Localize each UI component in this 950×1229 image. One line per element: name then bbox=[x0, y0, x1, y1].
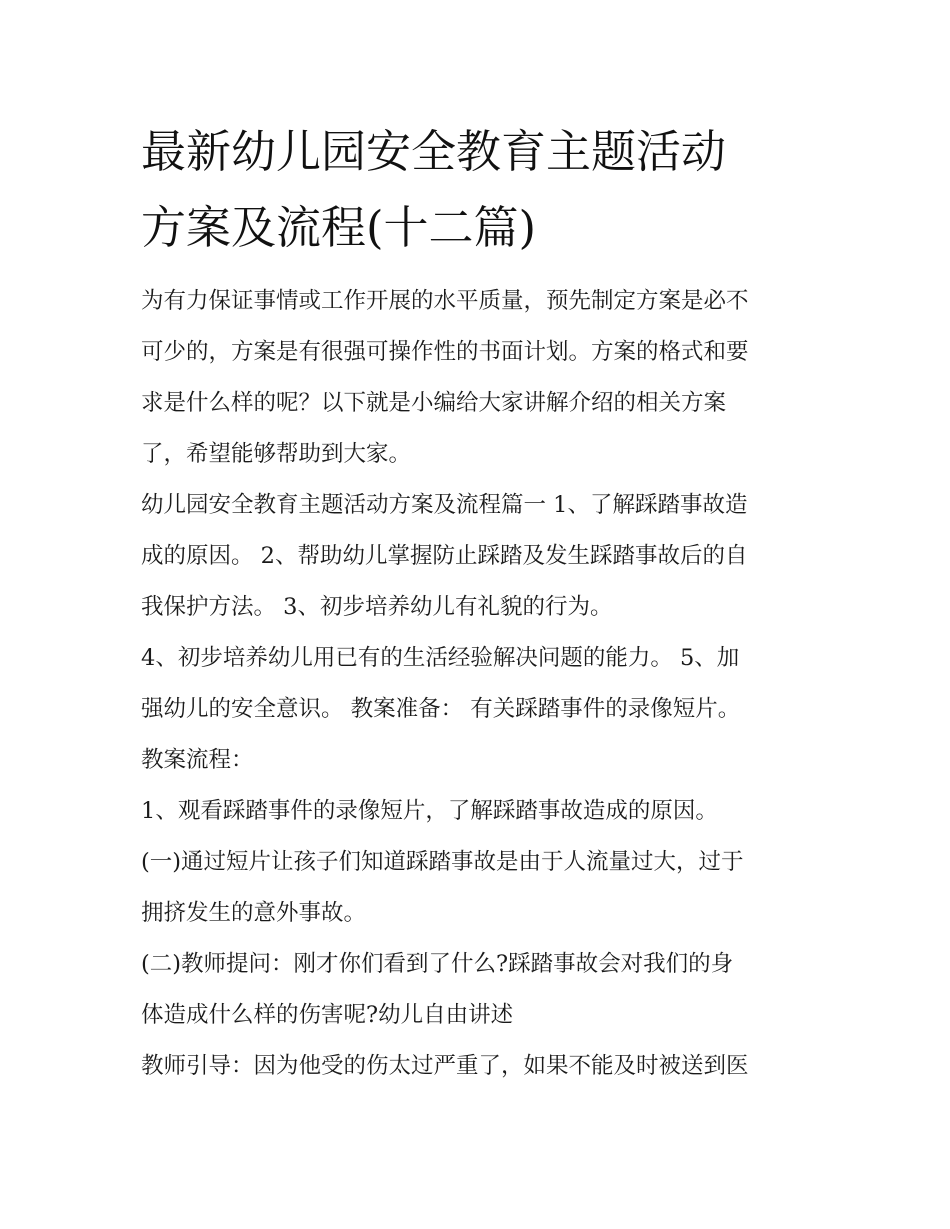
goals-paragraph bbox=[141, 480, 813, 633]
text-line: 为有力保证事情或工作开展的水平质量，预先制定方案是必不 bbox=[141, 288, 749, 314]
sub-step-one-paragraph bbox=[141, 837, 813, 939]
text-line: 我保护方法。 3、初步培养幼儿有礼貌的行为。 bbox=[141, 594, 613, 620]
text-line: 拥挤发生的意外事故。 bbox=[141, 900, 367, 926]
text-line: (二)教师提问：刚才你们看到了什么?踩踏事故会对我们的身 bbox=[141, 951, 734, 977]
text-line: 体造成什么样的伤害呢?幼儿自由讲述 bbox=[141, 1002, 514, 1028]
intro-paragraph bbox=[141, 276, 813, 480]
text-line: 成的原因。 2、帮助幼儿掌握防止踩踏及发生踩踏事故后的自 bbox=[141, 543, 748, 569]
text-line: 强幼儿的安全意识。 教案准备： 有关踩踏事件的录像短片。 bbox=[141, 696, 741, 722]
text-line: (一)通过短片让孩子们知道踩踏事故是由于人流量过大，过于 bbox=[141, 849, 744, 875]
document-body bbox=[141, 114, 813, 1092]
document-title bbox=[141, 114, 813, 266]
sub-step-two-paragraph bbox=[141, 939, 813, 1041]
text-line: 教师引导：因为他受的伤太过严重了，如果不能及时被送到医 bbox=[141, 1053, 749, 1079]
step-one-paragraph bbox=[141, 786, 813, 837]
text-line: 了，希望能够帮助到大家。 bbox=[141, 441, 412, 467]
teacher-guide-paragraph bbox=[141, 1041, 813, 1092]
text-line: 求是什么样的呢？以下就是小编给大家讲解介绍的相关方案 bbox=[141, 390, 727, 416]
title-line: 最新幼儿园安全教育主题活动 bbox=[141, 125, 727, 178]
text-line: 1、观看踩踏事件的录像短片，了解踩踏事故造成的原因。 bbox=[141, 798, 718, 824]
title-line: 方案及流程(十二篇) bbox=[141, 201, 537, 254]
text-line: 教案流程： bbox=[141, 747, 254, 773]
text-line: 4、初步培养幼儿用已有的生活经验解决问题的能力。 5、加 bbox=[141, 645, 740, 671]
goals-continued-paragraph bbox=[141, 633, 813, 786]
text-line: 幼儿园安全教育主题活动方案及流程篇一 1、了解踩踏事故造 bbox=[141, 492, 748, 518]
text-line: 可少的，方案是有很强可操作性的书面计划。方案的格式和要 bbox=[141, 339, 749, 365]
